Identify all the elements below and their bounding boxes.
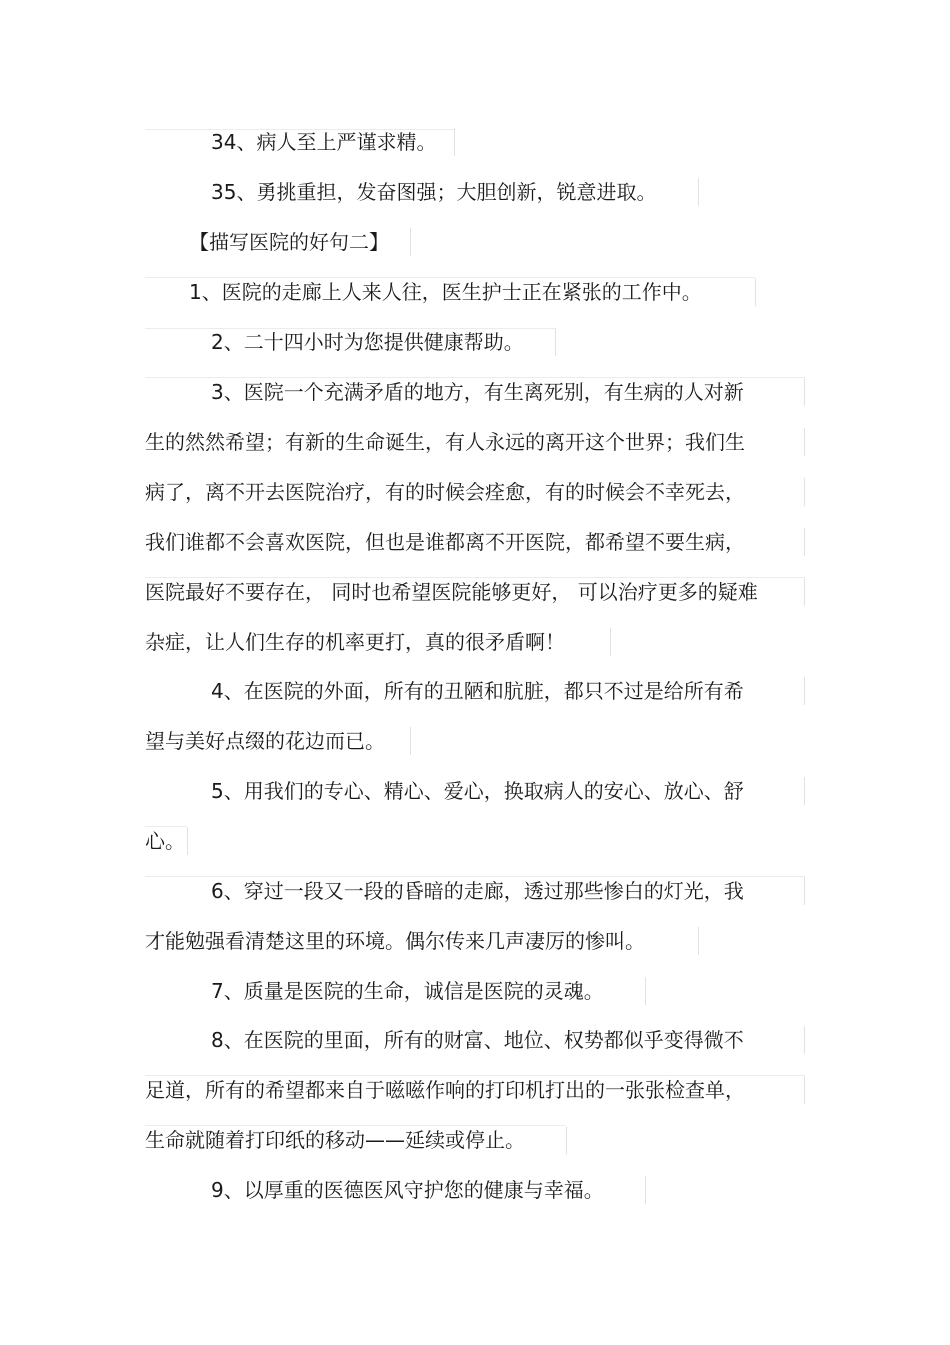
scan-tick: [555, 328, 556, 356]
scan-tick: [187, 827, 188, 855]
sentence-8-line-2: 足道，所有的希望都来自于嗞嗞作响的打印机打出的一张张检查单，: [145, 1078, 745, 1102]
scan-tick: [645, 977, 646, 1005]
scan-tick: [804, 428, 805, 456]
scan-tick: [410, 228, 411, 256]
sentence-6-line-2: 才能勉强看清楚这里的环境。偶尔传来几声凄厉的惨叫。: [145, 929, 645, 953]
sentence-2: 2、二十四小时为您提供健康帮助。: [211, 330, 524, 354]
sentence-8-line-3: 生命就随着打印纸的移动——延续或停止。: [145, 1128, 525, 1152]
sentence-3-line-2: 生的然然希望；有新的生命诞生，有人永远的离开这个世界；我们生: [145, 430, 745, 454]
sentence-3-line-3: 病了，离不开去医院治疗，有的时候会痊愈，有的时候会不幸死去，: [145, 480, 745, 504]
sentence-4-line-1: 4、在医院的外面，所有的丑陋和肮脏，都只不过是给所有希: [211, 679, 744, 703]
section-heading: 【描写医院的好句二】: [189, 230, 389, 254]
sentence-5-line-2: 心。: [145, 829, 185, 853]
sentence-4-line-2: 望与美好点缀的花边而已。: [145, 729, 385, 753]
sentence-3-line-5: 医院最好不要存在， 同时也希望医院能够更好， 可以治疗更多的疑难: [145, 580, 758, 604]
sentence-34: 34、病人至上严谨求精。: [211, 130, 437, 154]
sentence-8-line-1: 8、在医院的里面，所有的财富、地位、权势都似乎变得微不: [211, 1028, 744, 1052]
scan-tick: [566, 1126, 567, 1154]
scan-tick: [804, 777, 805, 805]
sentence-3-line-6: 杂症，让人们生存的机率更打，真的很矛盾啊！: [145, 630, 565, 654]
sentence-9: 9、以厚重的医德医风守护您的健康与幸福。: [211, 1178, 604, 1202]
scan-tick: [698, 927, 699, 955]
scan-tick: [804, 578, 805, 606]
scan-tick: [804, 677, 805, 705]
scan-tick: [804, 378, 805, 406]
sentence-3-line-4: 我们谁都不会喜欢医院，但也是谁都离不开医院，都希望不要生病，: [145, 530, 745, 554]
sentence-35: 35、勇挑重担，发奋图强；大胆创新，锐意进取。: [211, 180, 657, 204]
scan-tick: [804, 478, 805, 506]
sentence-1: 1、医院的走廊上人来人往，医生护士正在紧张的工作中。: [189, 280, 702, 304]
scan-tick: [610, 628, 611, 656]
scan-tick: [804, 877, 805, 905]
sentence-7: 7、质量是医院的生命，诚信是医院的灵魂。: [211, 979, 604, 1003]
scan-tick: [454, 128, 455, 156]
sentence-3-line-1: 3、医院一个充满矛盾的地方，有生离死别，有生病的人对新: [211, 380, 744, 404]
scan-tick: [804, 528, 805, 556]
scan-tick: [755, 278, 756, 306]
scan-tick: [698, 178, 699, 206]
scan-tick: [410, 727, 411, 755]
scan-tick: [645, 1176, 646, 1204]
sentence-6-line-1: 6、穿过一段又一段的昏暗的走廊，透过那些惨白的灯光，我: [211, 879, 744, 903]
scan-tick: [804, 1026, 805, 1054]
scan-tick: [804, 1076, 805, 1104]
sentence-5-line-1: 5、用我们的专心、精心、爱心，换取病人的安心、放心、舒: [211, 779, 744, 803]
